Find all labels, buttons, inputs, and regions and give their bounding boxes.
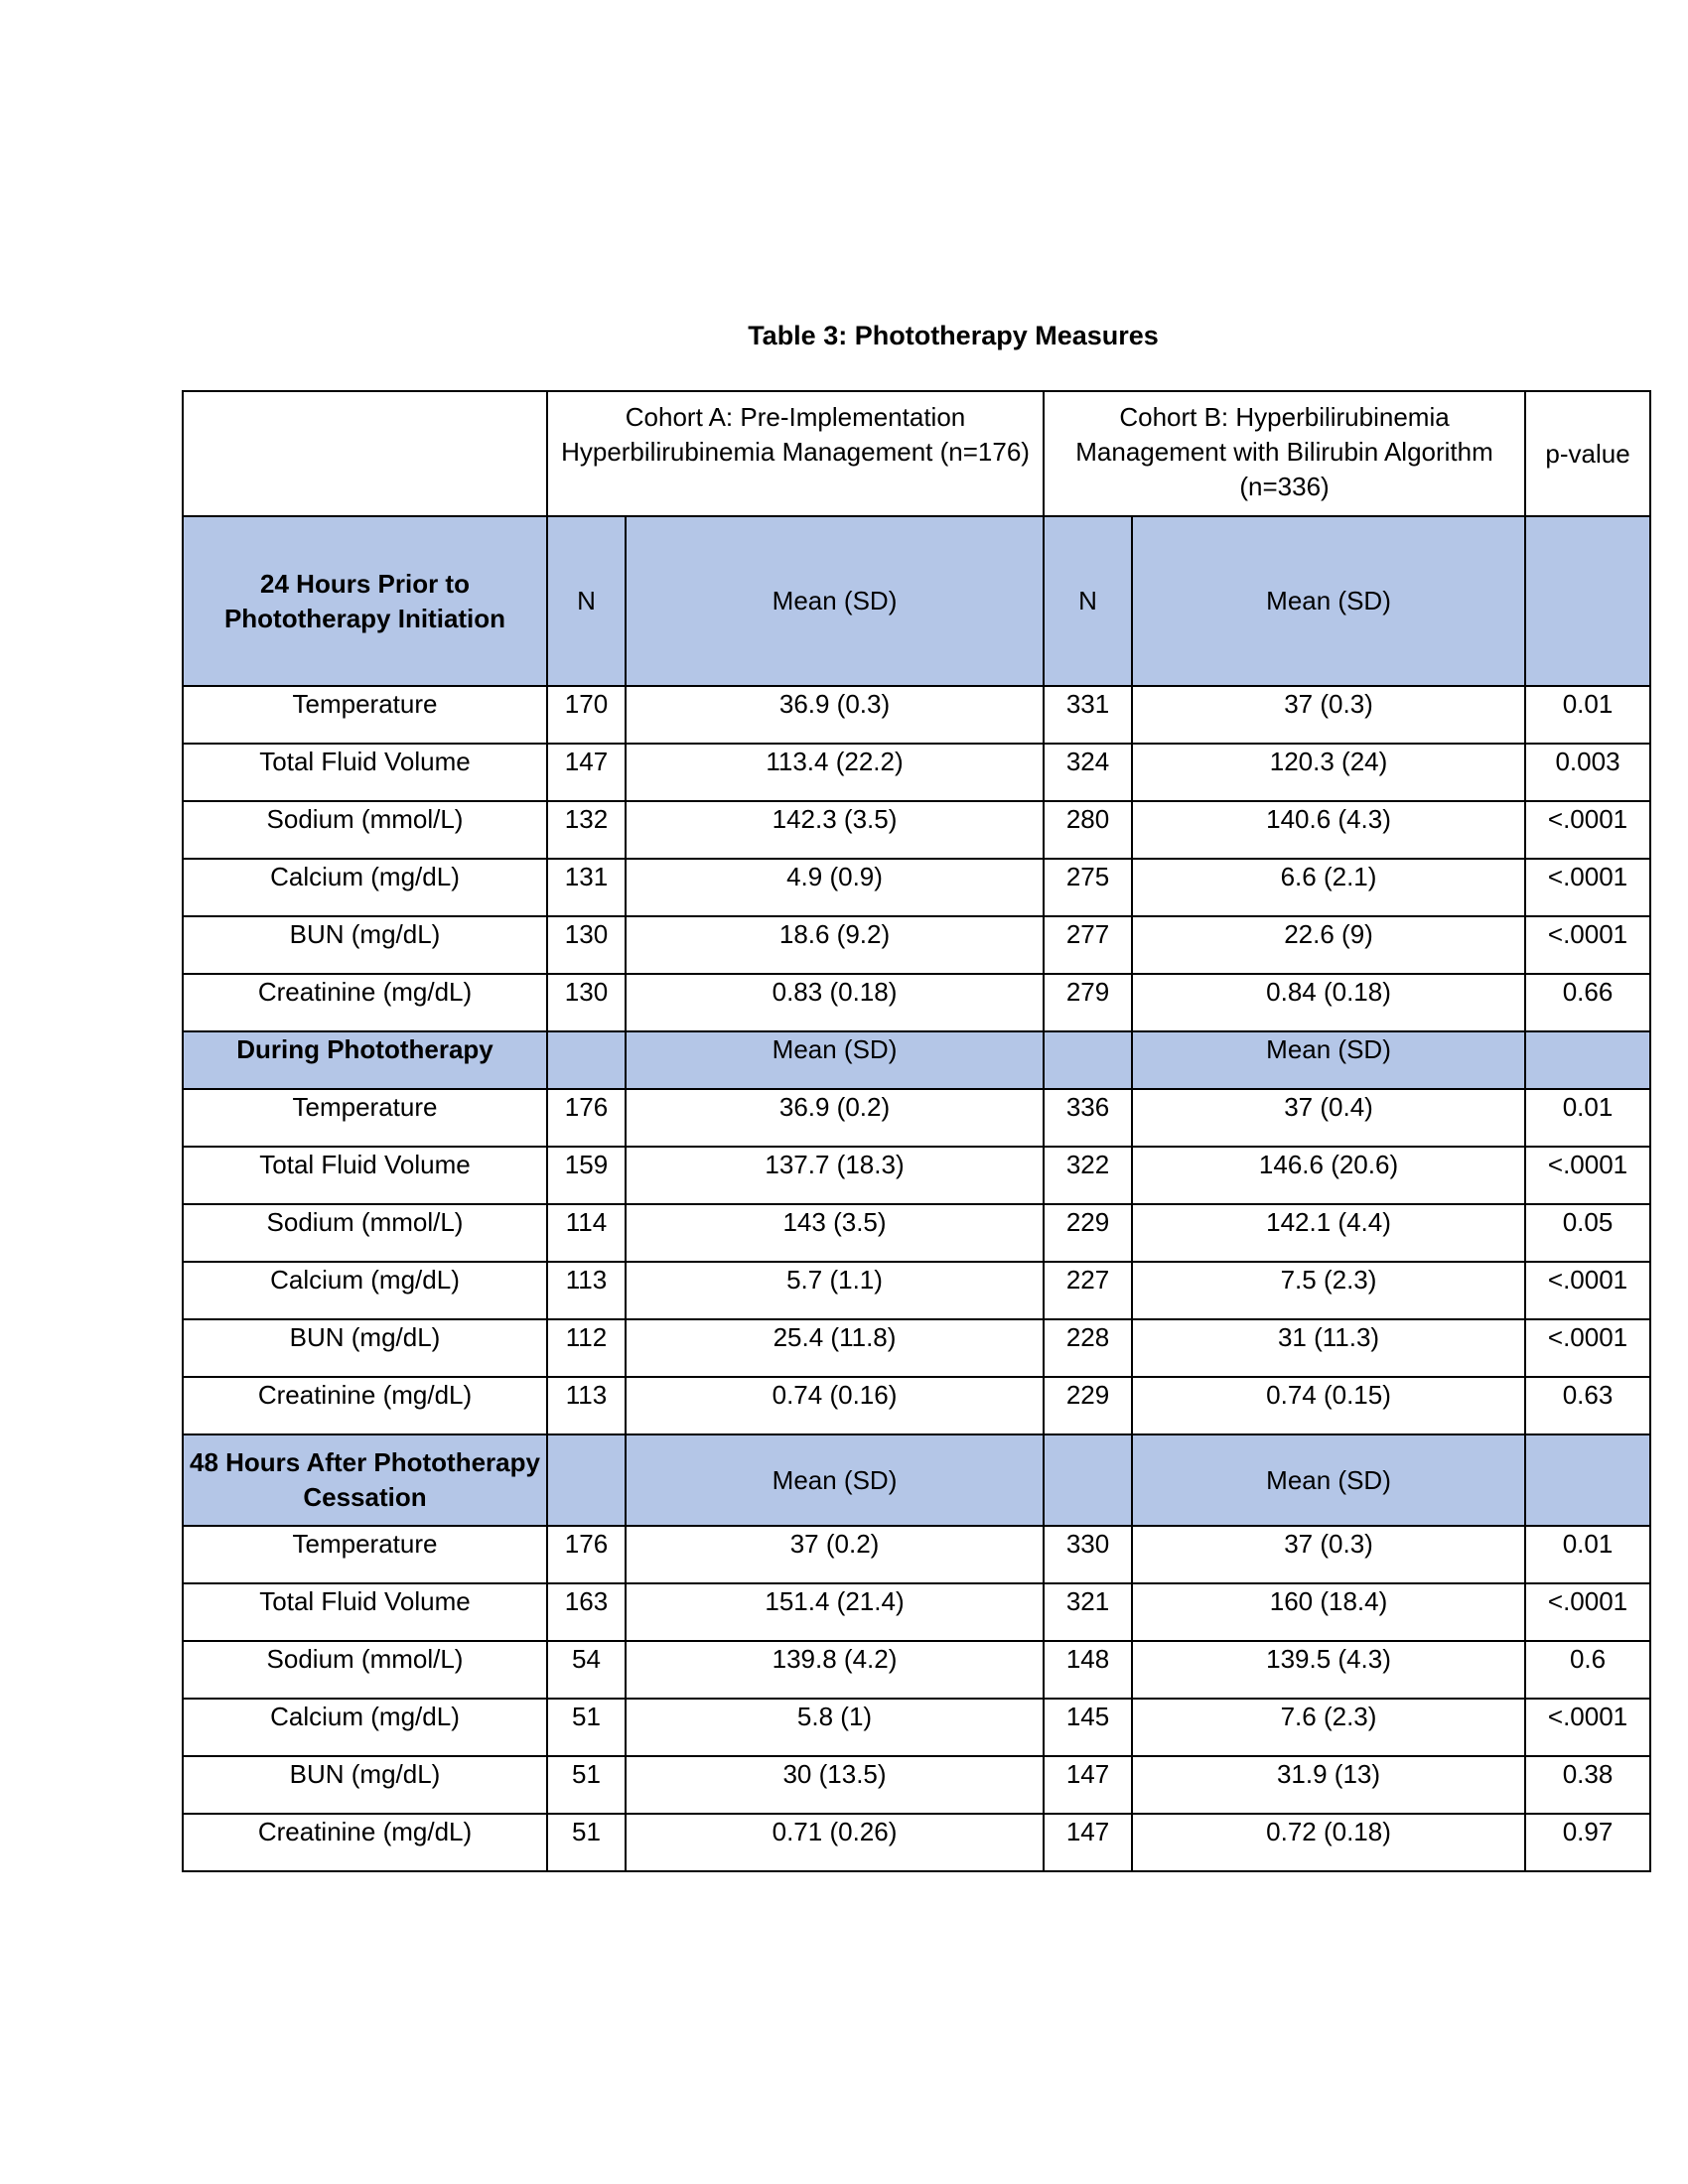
cohort-a-mean-cell: 139.8 (4.2) — [626, 1641, 1044, 1699]
cohort-a-mean-cell: 0.71 (0.26) — [626, 1814, 1044, 1871]
cohort-b-n-cell: 228 — [1044, 1319, 1132, 1377]
header-blank-cell — [183, 391, 547, 516]
measure-cell: Calcium (mg/dL) — [183, 1699, 547, 1756]
cohort-a-n-cell: 114 — [547, 1204, 626, 1262]
section-cohort-b-n — [1044, 1031, 1132, 1089]
section-p-value — [1525, 516, 1650, 686]
cohort-b-mean-cell: 160 (18.4) — [1132, 1583, 1525, 1641]
table-row — [183, 1756, 1650, 1814]
p-value-cell: <.0001 — [1525, 1262, 1650, 1319]
cohort-b-n-cell: 331 — [1044, 686, 1132, 744]
cohort-b-n-cell: 324 — [1044, 744, 1132, 801]
cohort-a-n-cell: 176 — [547, 1089, 626, 1147]
cohort-b-n-cell: 280 — [1044, 801, 1132, 859]
cohort-b-mean-cell: 140.6 (4.3) — [1132, 801, 1525, 859]
phototherapy-measures-table — [182, 390, 1651, 1872]
cohort-b-mean-cell: 7.6 (2.3) — [1132, 1699, 1525, 1756]
cohort-b-mean-cell: 142.1 (4.4) — [1132, 1204, 1525, 1262]
p-value-cell: <.0001 — [1525, 1319, 1650, 1377]
cohort-a-mean-cell: 0.74 (0.16) — [626, 1377, 1044, 1434]
measure-cell: Temperature — [183, 1526, 547, 1583]
cohort-a-n-cell: 163 — [547, 1583, 626, 1641]
section-cohort-b-n — [1044, 1434, 1132, 1526]
cohort-a-mean-cell: 5.8 (1) — [626, 1699, 1044, 1756]
p-value-cell: 0.38 — [1525, 1756, 1650, 1814]
table-row — [183, 1583, 1650, 1641]
section-p-value — [1525, 1434, 1650, 1526]
cohort-a-mean-cell: 5.7 (1.1) — [626, 1262, 1044, 1319]
cohort-a-n-cell: 51 — [547, 1814, 626, 1871]
section-label: During Phototherapy — [183, 1031, 547, 1089]
table-body — [183, 391, 1650, 1871]
cohort-b-mean-cell: 31.9 (13) — [1132, 1756, 1525, 1814]
cohort-a-n-cell: 54 — [547, 1641, 626, 1699]
measure-cell: Sodium (mmol/L) — [183, 1204, 547, 1262]
cohort-a-mean-cell: 18.6 (9.2) — [626, 916, 1044, 974]
cohort-b-n-cell: 229 — [1044, 1204, 1132, 1262]
table-row — [183, 1204, 1650, 1262]
cohort-a-mean-cell: 30 (13.5) — [626, 1756, 1044, 1814]
section-header-row — [183, 1031, 1650, 1089]
section-cohort-b-mean: Mean (SD) — [1132, 1434, 1525, 1526]
cohort-a-n-cell: 131 — [547, 859, 626, 916]
section-cohort-b-mean: Mean (SD) — [1132, 516, 1525, 686]
cohort-b-n-cell: 321 — [1044, 1583, 1132, 1641]
measure-cell: BUN (mg/dL) — [183, 916, 547, 974]
p-value-cell: <.0001 — [1525, 1699, 1650, 1756]
measure-cell: Total Fluid Volume — [183, 744, 547, 801]
measure-cell: Calcium (mg/dL) — [183, 1262, 547, 1319]
section-cohort-b-n: N — [1044, 516, 1132, 686]
measure-cell: BUN (mg/dL) — [183, 1319, 547, 1377]
cohort-a-n-cell: 176 — [547, 1526, 626, 1583]
section-header-row — [183, 1434, 1650, 1526]
cohort-a-mean-cell: 151.4 (21.4) — [626, 1583, 1044, 1641]
p-value-cell: 0.01 — [1525, 1089, 1650, 1147]
cohort-b-n-cell: 147 — [1044, 1756, 1132, 1814]
cohort-b-mean-cell: 0.74 (0.15) — [1132, 1377, 1525, 1434]
measure-cell: Sodium (mmol/L) — [183, 801, 547, 859]
cohort-b-mean-cell: 6.6 (2.1) — [1132, 859, 1525, 916]
section-cohort-a-mean: Mean (SD) — [626, 1031, 1044, 1089]
table-row — [183, 1089, 1650, 1147]
measure-cell: Temperature — [183, 1089, 547, 1147]
p-value-cell: 0.97 — [1525, 1814, 1650, 1871]
p-value-cell: 0.01 — [1525, 1526, 1650, 1583]
p-value-cell: <.0001 — [1525, 801, 1650, 859]
p-value-cell: 0.66 — [1525, 974, 1650, 1031]
cohort-b-n-cell: 275 — [1044, 859, 1132, 916]
p-value-cell: <.0001 — [1525, 1147, 1650, 1204]
cohort-b-mean-cell: 37 (0.3) — [1132, 686, 1525, 744]
cohort-b-mean-cell: 0.72 (0.18) — [1132, 1814, 1525, 1871]
cohort-b-mean-cell: 146.6 (20.6) — [1132, 1147, 1525, 1204]
section-cohort-a-mean: Mean (SD) — [626, 516, 1044, 686]
cohort-a-n-cell: 51 — [547, 1756, 626, 1814]
section-cohort-a-n: N — [547, 516, 626, 686]
cohort-a-mean-cell: 143 (3.5) — [626, 1204, 1044, 1262]
cohort-b-n-cell: 229 — [1044, 1377, 1132, 1434]
table-row — [183, 1319, 1650, 1377]
section-cohort-b-mean: Mean (SD) — [1132, 1031, 1525, 1089]
table-row — [183, 686, 1650, 744]
cohort-a-mean-cell: 36.9 (0.3) — [626, 686, 1044, 744]
cohort-b-n-cell: 322 — [1044, 1147, 1132, 1204]
table-row — [183, 1147, 1650, 1204]
table-row — [183, 1814, 1650, 1871]
p-value-cell: 0.05 — [1525, 1204, 1650, 1262]
section-cohort-a-n — [547, 1434, 626, 1526]
cohort-b-n-cell: 145 — [1044, 1699, 1132, 1756]
section-label: 24 Hours Prior to Phototherapy Initiation — [183, 516, 547, 686]
table-row — [183, 1641, 1650, 1699]
cohort-b-header: Cohort B: Hyperbilirubinemia Management with Bilirubin Algorithm (n=336) — [1044, 391, 1525, 516]
measure-cell: Sodium (mmol/L) — [183, 1641, 547, 1699]
cohort-a-mean-cell: 4.9 (0.9) — [626, 859, 1044, 916]
cohort-b-mean-cell: 139.5 (4.3) — [1132, 1641, 1525, 1699]
p-value-cell: 0.63 — [1525, 1377, 1650, 1434]
cohort-b-n-cell: 227 — [1044, 1262, 1132, 1319]
cohort-b-n-cell: 277 — [1044, 916, 1132, 974]
cohort-a-mean-cell: 37 (0.2) — [626, 1526, 1044, 1583]
cohort-b-mean-cell: 22.6 (9) — [1132, 916, 1525, 974]
cohort-a-n-cell: 113 — [547, 1377, 626, 1434]
cohort-b-mean-cell: 37 (0.3) — [1132, 1526, 1525, 1583]
table-row — [183, 1262, 1650, 1319]
cohort-a-n-cell: 132 — [547, 801, 626, 859]
measure-cell: Total Fluid Volume — [183, 1147, 547, 1204]
p-value-cell: <.0001 — [1525, 859, 1650, 916]
cohort-a-header: Cohort A: Pre-Implementation Hyperbilirubinemia Management (n=176) — [547, 391, 1044, 516]
cohort-a-n-cell: 159 — [547, 1147, 626, 1204]
p-value-cell: <.0001 — [1525, 916, 1650, 974]
cohort-a-n-cell: 130 — [547, 974, 626, 1031]
measure-cell: Creatinine (mg/dL) — [183, 974, 547, 1031]
p-value-cell: 0.01 — [1525, 686, 1650, 744]
cohort-b-mean-cell: 120.3 (24) — [1132, 744, 1525, 801]
cohort-b-mean-cell: 37 (0.4) — [1132, 1089, 1525, 1147]
table-row — [183, 744, 1650, 801]
cohort-a-n-cell: 147 — [547, 744, 626, 801]
p-value-cell: 0.6 — [1525, 1641, 1650, 1699]
section-header-row — [183, 516, 1650, 686]
p-value-cell: <.0001 — [1525, 1583, 1650, 1641]
cohort-b-n-cell: 147 — [1044, 1814, 1132, 1871]
table-row — [183, 801, 1650, 859]
header-row — [183, 391, 1650, 516]
section-label: 48 Hours After Phototherapy Cessation — [183, 1434, 547, 1526]
table-row — [183, 916, 1650, 974]
table-row — [183, 1526, 1650, 1583]
measure-cell: Total Fluid Volume — [183, 1583, 547, 1641]
section-cohort-a-mean: Mean (SD) — [626, 1434, 1044, 1526]
cohort-b-n-cell: 330 — [1044, 1526, 1132, 1583]
cohort-b-n-cell: 336 — [1044, 1089, 1132, 1147]
p-value-header: p-value — [1525, 391, 1650, 516]
cohort-a-mean-cell: 36.9 (0.2) — [626, 1089, 1044, 1147]
cohort-b-mean-cell: 7.5 (2.3) — [1132, 1262, 1525, 1319]
measure-cell: Calcium (mg/dL) — [183, 859, 547, 916]
cohort-a-mean-cell: 137.7 (18.3) — [626, 1147, 1044, 1204]
table-row — [183, 1699, 1650, 1756]
measure-cell: Temperature — [183, 686, 547, 744]
cohort-a-n-cell: 51 — [547, 1699, 626, 1756]
cohort-a-mean-cell: 25.4 (11.8) — [626, 1319, 1044, 1377]
table-row — [183, 974, 1650, 1031]
cohort-a-n-cell: 170 — [547, 686, 626, 744]
cohort-b-mean-cell: 0.84 (0.18) — [1132, 974, 1525, 1031]
table-title: Table 3: Phototherapy Measures — [748, 321, 1159, 350]
measure-cell: BUN (mg/dL) — [183, 1756, 547, 1814]
cohort-b-n-cell: 148 — [1044, 1641, 1132, 1699]
cohort-b-n-cell: 279 — [1044, 974, 1132, 1031]
section-p-value — [1525, 1031, 1650, 1089]
measure-cell: Creatinine (mg/dL) — [183, 1377, 547, 1434]
cohort-b-mean-cell: 31 (11.3) — [1132, 1319, 1525, 1377]
cohort-a-mean-cell: 113.4 (22.2) — [626, 744, 1044, 801]
cohort-a-n-cell: 112 — [547, 1319, 626, 1377]
table-row — [183, 859, 1650, 916]
cohort-a-n-cell: 113 — [547, 1262, 626, 1319]
cohort-a-mean-cell: 142.3 (3.5) — [626, 801, 1044, 859]
cohort-a-n-cell: 130 — [547, 916, 626, 974]
measure-cell: Creatinine (mg/dL) — [183, 1814, 547, 1871]
p-value-cell: 0.003 — [1525, 744, 1650, 801]
section-cohort-a-n — [547, 1031, 626, 1089]
cohort-a-mean-cell: 0.83 (0.18) — [626, 974, 1044, 1031]
table-row — [183, 1377, 1650, 1434]
